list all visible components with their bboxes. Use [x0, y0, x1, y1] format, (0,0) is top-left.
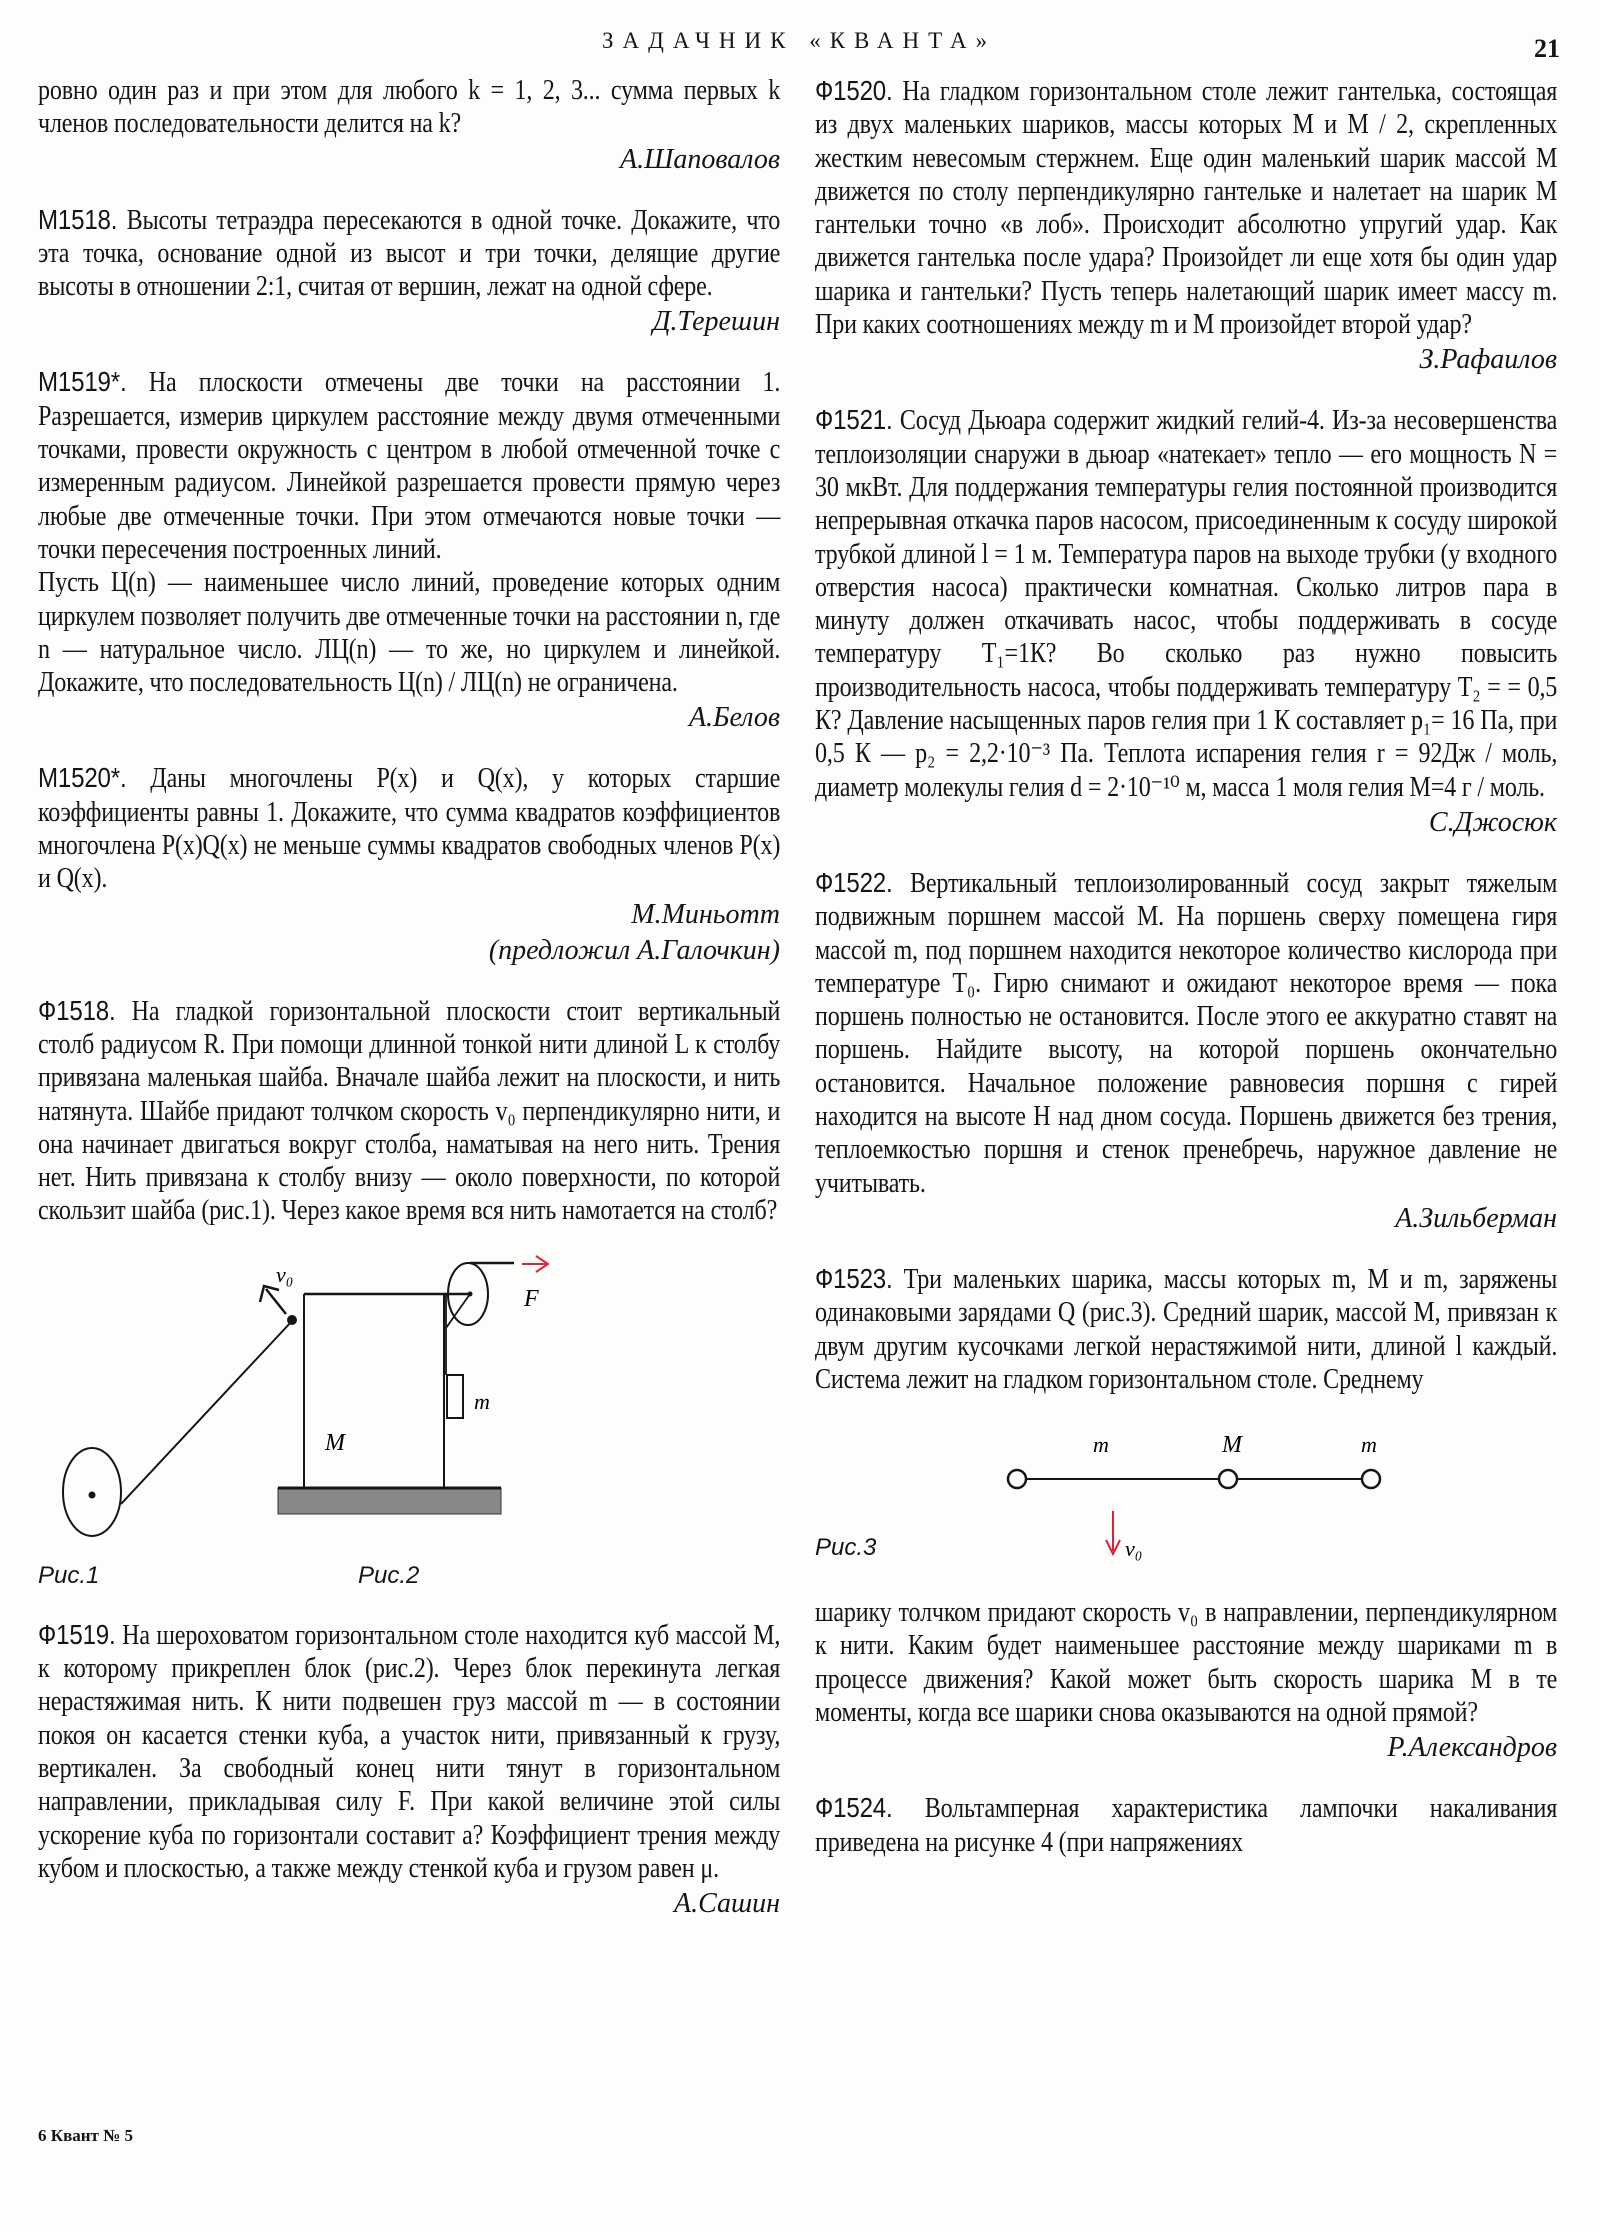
problem-id: М1519*. — [38, 366, 127, 398]
problem-f1522 — [815, 866, 1557, 1236]
fig2-caption: Рис.2 — [358, 1561, 420, 1589]
problem-author: А.Шаповалов — [620, 143, 780, 175]
fig2-M-label: M — [325, 1429, 345, 1456]
fig3-v0-label: v₀ — [1125, 1536, 1143, 1562]
problem-id: М1518. — [38, 203, 118, 235]
page-header — [0, 28, 1600, 68]
problem-author: С.Джосюк — [1428, 806, 1557, 838]
fig3-three-balls-diagram — [815, 1416, 1557, 1586]
problem-author: М.Миньотт — [631, 898, 780, 930]
problem-body: На гладком горизонтальном столе лежит гантелька, состоящая из двух маленьких шариков, массы которых M и M / 2, скрепленных жестким невесомым стержнем. Еще один маленький шарик массой M движется по столу перпендикулярно гантельке и налетает на шарик M гантельки точно «в лоб». Происходит абсолютно упругий удар. Как движется гантелька после удара? Произойдет ли еще хотя бы один удар шарика и гантельки? Пусть теперь налетающий шарик имеет массу m. При каких соотношениях между m и M произойдет второй удар? — [815, 76, 1558, 341]
problem-body: Сосуд Дьюара содержит жидкий гелий-4. Из-за несовершенства теплоизоляции снаружи в дьюар «натекает» тепло — его мощность N = 30 мкВт. Для поддержания температуры гелия постоянной производится непрерывная откачка паров насосом, присоединенным к сосуду широкой трубкой длиной l = 1 м. Температура паров на выходе трубки (у входного отверстия насоса) практически комнатная. Сколько литров пара в минуту должен откачивать насос, чтобы поддерживать в сосуде температуру T₁=1К? Во сколько раз нужно повысить производительность насоса, чтобы поддерживать температуру T₂ = = 0,5 К? Давление насыщенных паров гелия при 1 К составляет p₁= 16 Па, при 0,5 К — p₂ = 2,2·10⁻³ Па. Теплота испарения гелия r = 92Дж / моль, диаметр молекулы гелия d = 2·10⁻¹⁰ м, масса 1 моля гелия M=4 г / моль. — [815, 405, 1558, 803]
fig1-v0-label: v₀ — [276, 1261, 294, 1287]
problem-text — [815, 866, 1557, 1200]
figure-3 — [815, 1416, 1557, 1586]
problem-text-2: Пусть Ц(n) — наименьшее число линий, проведение которых одним циркулем позволяет получить две отмеченные точки на расстоянии n, где n — натуральное число. ЛЦ(n) — то же, но циркулем и линейкой. Докажите, что последовательность Ц(n) / ЛЦ(n) не ограничена. — [38, 567, 781, 699]
problem-id: Ф1523. — [815, 1262, 893, 1294]
problem-body: Вольтамперная характеристика лампочки накаливания приведена на рисунке 4 (при напряжениях — [815, 1793, 1558, 1858]
problem-f1520 — [815, 74, 1557, 377]
page-footer-signature: 6 Квант № 5 — [38, 2126, 133, 2145]
fig1-post-thread-diagram — [63, 1262, 297, 1536]
problem-m1520 — [38, 761, 780, 967]
problem-text — [38, 761, 780, 895]
problem-body: На шероховатом горизонтальном столе находится куб массой M, к которому прикреплен блок (рис.2). Через блок перекинута легкая нерастяжимая нить. К нити подвешен груз массой m — в состоянии покоя он касается стенки куба, а участок нити, привязанный к грузу, вертикален. За свободный конец нити тянут в горизонтальном направлении, прикладывая силу F. При какой величине этой силы ускорение куба по горизонтали составит a? Коэффициент трения между кубом и плоскостью, а также между стенкой куба и грузом равен μ. — [38, 1619, 781, 1884]
fig3-left-m-label: m — [1093, 1432, 1109, 1458]
problem-author: Р.Александров — [1387, 1732, 1557, 1764]
problem-body: Даны многочлены P(x) и Q(x), у которых старшие коэффициенты равны 1. Докажите, что сумма квадратов коэффициентов многочлена P(x)Q(x) не меньше суммы квадратов свободных членов P(x) и Q(x). — [38, 763, 781, 895]
problem-id: Ф1522. — [815, 866, 893, 898]
problem-text: ровно один раз и при этом для любого k = 1, 2, 3... сумма первых k членов последовательности делится на k? — [38, 75, 781, 140]
problem-continuation — [38, 74, 780, 177]
force-arrow-icon — [522, 1256, 548, 1272]
problem-f1519 — [38, 1618, 780, 1921]
problem-body: Три маленьких шарика, массы которых m, M и m, заряжены одинаковыми зарядами Q (рис.3). Средний шарик, массой M, привязан к двум другим кусочками легкой нерастяжимой нити, длиной l каждый. Система лежит на гладком горизонтальном столе. Среднему — [815, 1263, 1558, 1395]
problem-text — [38, 1618, 780, 1885]
figure-diagrams — [38, 1242, 818, 1542]
fig3-mid-M-label: M — [1222, 1432, 1242, 1459]
problem-text — [38, 994, 780, 1228]
problem-author: А.Белов — [688, 702, 780, 734]
problem-text-2: шарику толчком придают скорость v₀ в направлении, перпендикулярном к нити. Каким будет наименьшее расстояние между шариками m в процессе движения? Какой может быть скорость шарика M в те моменты, когда все шарики снова оказываются на одной прямой? — [815, 1597, 1558, 1728]
problem-author: З.Рафаилов — [1419, 344, 1557, 376]
problem-id: М1520*. — [38, 762, 127, 794]
problem-m1519 — [38, 365, 780, 735]
problem-body: На гладкой горизонтальной плоскости стоит вертикальный столб радиусом R. При помощи длинной тонкой нити длиной L к столбу привязана маленькая шайба. Вначале шайба лежит на плоскости, и нить натянута. Шайбе придают толчком скорость v₀ перпендикулярно нити, и она начинает двигаться вокруг столба, наматывая на него нить. Трения нет. Нить привязана к столбу внизу — около поверхности, по которой скользит шайба (рис.1). Через какое время вся нить намотается на столб? — [38, 995, 781, 1227]
left-column — [38, 74, 780, 1947]
problem-author: А.Сашин — [674, 1888, 780, 1920]
problem-f1518 — [38, 994, 780, 1228]
problem-author: Д.Терешин — [652, 306, 780, 338]
problem-f1523 — [815, 1262, 1557, 1765]
page-number: 21 — [1534, 34, 1560, 63]
problem-id: Ф1518. — [38, 994, 116, 1026]
velocity-arrow-icon — [1106, 1511, 1120, 1554]
fig2-cube-pulley-diagram — [278, 1256, 548, 1514]
problem-f1524 — [815, 1791, 1557, 1859]
problem-text — [815, 403, 1557, 804]
problem-id: Ф1519. — [38, 1618, 116, 1650]
problem-text — [38, 365, 780, 566]
problem-f1521 — [815, 403, 1557, 840]
fig2-F-label: F — [524, 1285, 539, 1312]
problem-body: Вертикальный теплоизолированный сосуд закрыт тяжелым подвижным поршнем массой M. На поршень сверху помещена гиря массой m, под поршнем находится некоторое количество кислорода при температуре T₀. Гирю снимают и ожидают некоторое время — пока поршень полностью не остановится. После этого ее аккуратно ставят на поршень. Найдите высоту, на которой поршень окончательно остановится. Начальное положение равновесия поршня с гирей находится на высоте H над дном сосуда. Поршень движется без трения, теплоемкостью поршня и стенок пренебречь, наружное давление не учитывать. — [815, 867, 1558, 1199]
problem-text — [815, 74, 1557, 341]
problem-text — [815, 1791, 1557, 1859]
fig1-caption: Рис.1 — [38, 1561, 100, 1589]
problem-id: Ф1524. — [815, 1792, 893, 1824]
fig3-right-m-label: m — [1361, 1432, 1377, 1458]
problem-author: А.Зильберман — [1395, 1202, 1557, 1234]
problem-proposer: (предложил А.Галочкин) — [488, 934, 780, 966]
running-title: ЗАДАЧНИК «КВАНТА» — [602, 28, 997, 53]
fig2-m-label: m — [474, 1388, 490, 1414]
problem-m1518 — [38, 203, 780, 340]
problem-body: На плоскости отмечены две точки на расстоянии 1. Разрешается, измерив циркулем расстояние между двумя отмеченными точками, провести окружность с центром в любой отмеченной точке с измеренным радиусом. Линейкой разрешается провести прямую через любые две отмеченные точки. При этом отмечаются новые точки — точки пересечения построенных линий. — [38, 367, 781, 565]
figures-1-2 — [38, 1242, 780, 1589]
problem-id: Ф1520. — [815, 75, 893, 106]
problem-text — [38, 203, 780, 304]
problem-id: Ф1521. — [815, 404, 893, 436]
right-column — [815, 74, 1557, 1885]
problem-text — [815, 1262, 1557, 1396]
problem-body: Высоты тетраэдра пересекаются в одной точке. Докажите, что эта точка, основание одной из высот и три точки, делящие другие высоты в отношении 2:1, считая от вершин, лежат на одной сфере. — [38, 204, 781, 303]
fig3-caption: Рис.3 — [815, 1534, 877, 1562]
